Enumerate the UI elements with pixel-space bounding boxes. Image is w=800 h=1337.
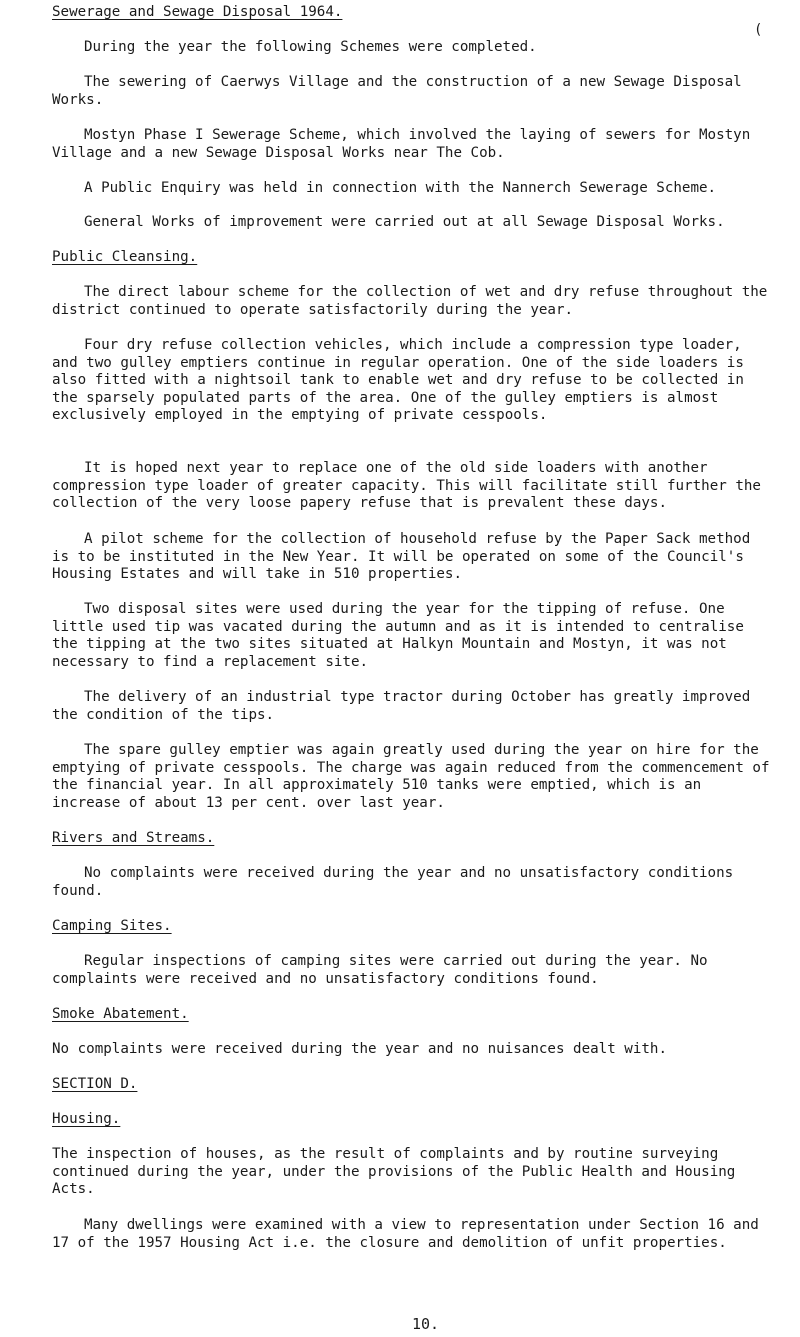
page-number: 10. bbox=[412, 1315, 440, 1333]
paragraph: Many dwellings were examined with a view to representation under Section 16 and 17 of the 1957 Housing Act i.e. the closure and demolition of unfit properties. bbox=[52, 1217, 759, 1251]
section-heading: Rivers and Streams. bbox=[52, 830, 215, 846]
paragraph: The inspection of houses, as the result of complaints and by routine surveying continued during the year, under the provisions of the Public Health and Housing Acts. bbox=[52, 1146, 736, 1197]
section-heading: Camping Sites. bbox=[52, 918, 172, 934]
paragraph: The spare gulley emptier was again greatly used during the year on hire for the emptying of private cesspools. The charge was again reduced from the commencement of the financial year. In all approximately 510 tanks were emptied, which is an increase of about 13 per cent. over last year. bbox=[52, 742, 770, 811]
paragraph: The sewering of Caerwys Village and the construction of a new Sewage Disposal Works. bbox=[52, 74, 742, 108]
margin-mark: ( bbox=[754, 22, 763, 38]
paragraph: Mostyn Phase I Sewerage Scheme, which involved the laying of sewers for Mostyn Village and a new Sewage Disposal Works near The Cob. bbox=[52, 127, 751, 161]
paragraph: Four dry refuse collection vehicles, which include a compression type loader, and two gulley emptiers continue in regular operation. One of the side loaders is also fitted with a nightsoil tank to enable wet and dry refuse to be collected in the sparsely populated parts of the area. One of the gulley emptiers is almost exclusively employed in the emptying of private cesspools. bbox=[52, 337, 744, 423]
paragraph: No complaints were received during the year and no unsatisfactory conditions found. bbox=[52, 865, 734, 899]
section-heading: Smoke Abatement. bbox=[52, 1006, 189, 1022]
paragraph: The delivery of an industrial type tractor during October has greatly improved the condition of the tips. bbox=[52, 689, 751, 723]
paragraph: The direct labour scheme for the collection of wet and dry refuse throughout the district continued to operate satisfactorily during the year. bbox=[52, 284, 768, 318]
section-heading: Public Cleansing. bbox=[52, 249, 198, 265]
paragraph: Regular inspections of camping sites were carried out during the year. No complaints were received and no unsatisfactory conditions found. bbox=[52, 953, 708, 987]
paragraph: General Works of improvement were carried out at all Sewage Disposal Works. bbox=[84, 214, 725, 230]
paragraph: A Public Enquiry was held in connection with the Nannerch Sewerage Scheme. bbox=[84, 180, 717, 196]
paragraph: During the year the following Schemes were completed. bbox=[84, 39, 537, 55]
page-heading: Sewerage and Sewage Disposal 1964. bbox=[52, 4, 343, 20]
paragraph: No complaints were received during the year and no nuisances dealt with. bbox=[52, 1041, 667, 1057]
section-heading: SECTION D. bbox=[52, 1076, 138, 1092]
paragraph: A pilot scheme for the collection of household refuse by the Paper Sack method is to be instituted in the New Year. It will be operated on some of the Council's Housing Estates and will take in 510 properties. bbox=[52, 531, 751, 582]
paragraph: Two disposal sites were used during the year for the tipping of refuse. One little used tip was vacated during the autumn and as it is intended to centralise the tipping at the two sites situated at Halkyn Mountain and Mostyn, it was not necessary to find a replacement site. bbox=[52, 601, 744, 670]
paragraph: It is hoped next year to replace one of the old side loaders with another compression type loader of greater capacity. This will facilitate still further the collection of the very loose papery refuse that is prevalent these days. bbox=[52, 460, 761, 511]
section-heading: Housing. bbox=[52, 1111, 121, 1127]
